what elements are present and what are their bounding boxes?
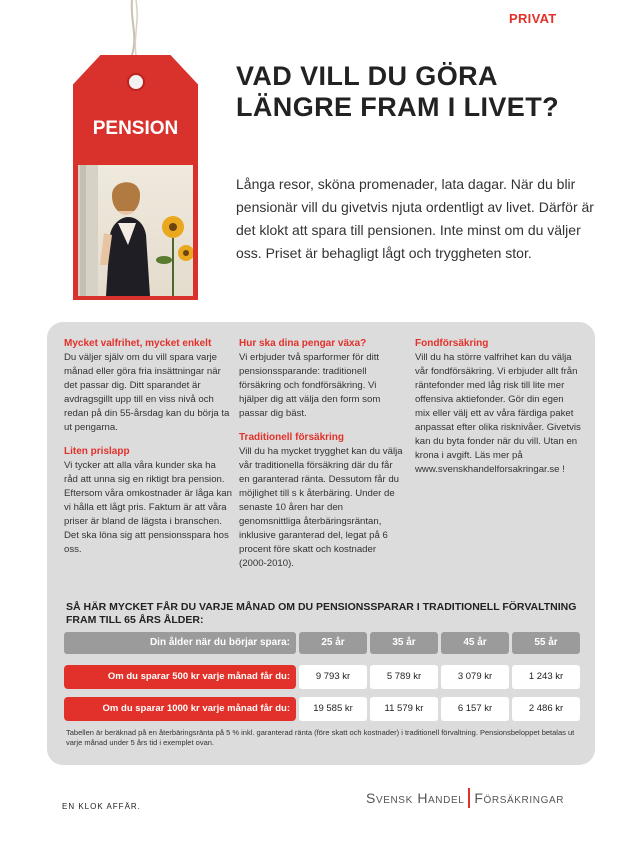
category-label: PRIVAT — [509, 11, 557, 26]
tag-hole — [127, 73, 145, 91]
section-heading: Fondförsäkring — [415, 338, 489, 349]
table-cell: 1 243 kr — [512, 665, 580, 689]
section-body: Vill du ha större valfrihet kan du välja vår fondförsäkring. Vi erbjuder allt från räntefonder med låg risk till lite mer offensiva aktiefonder. Gör din egen mix eller välj ett av våra färdiga paket anpassat efter olika risknivåer. Givetvis kan du byta fonder när du vill. Utan en krona i avgift. Läs mer på www.svenskhandelforsakringar.se ! — [415, 352, 581, 475]
tag-label: PENSION — [92, 118, 179, 139]
section-body: Vi tycker att alla våra kunder ska ha råd att unna sig en riktigt bra pension. Eftersom våra omkostnader är låga kan vi hålla ett lågt pris. Faktum är att våra priser är bland de lägsta i branschen. Det ska löna sig att pensionsspara hos oss. — [64, 460, 232, 555]
column-2 — [239, 337, 404, 581]
table-cell: 2 486 kr — [512, 697, 580, 721]
row-label-1000: Om du sparar 1000 kr varje månad får du: — [64, 697, 296, 721]
table-cell: 3 079 kr — [441, 665, 509, 689]
brand-name-right: Försäkringar — [474, 790, 565, 806]
section-heading: Liten prislapp — [64, 446, 130, 457]
age-header: 35 år — [370, 632, 438, 654]
brand-logo — [366, 788, 564, 808]
section-heading: Hur ska dina pengar växa? — [239, 338, 367, 349]
section-heading: Traditionell försäkring — [239, 432, 345, 443]
table-cell: 9 793 kr — [299, 665, 367, 689]
age-header: 25 år — [299, 632, 367, 654]
row-label-500: Om du sparar 500 kr varje månad får du: — [64, 665, 296, 689]
section-body: Vi erbjuder två sparformer för ditt pensionssparande: traditionell försäkring och fondförsäkring. Vi hjälper dig att välja den form som passar dig bäst. — [239, 352, 381, 419]
table-footnote: Tabellen är beräknad på en återbäringsränta på 5 % inkl. garanterad ränta (före skatt och kostnader) i traditionell förvaltning. Pensionsbeloppet betalas ut varje månad under 5 års tid i exemplet ovan. — [66, 728, 575, 747]
column-1 — [64, 337, 232, 567]
brand-name-left: Svensk Handel — [366, 790, 465, 806]
column-3 — [415, 337, 581, 487]
table-header-label: Din ålder när du börjar spara: — [64, 632, 296, 654]
age-header: 55 år — [512, 632, 580, 654]
headline: VAD VILL DU GÖRA LÄNGRE FRAM I LIVET? — [236, 61, 559, 122]
intro-paragraph: Långa resor, sköna promenader, lata dagar. När du blir pensionär vill du givetvis njuta ordentligt av livet. Därför är det klokt att spara till pensionen. Inte minst om du väljer oss. Priset är behagligt lågt och tryggheten stor. — [236, 176, 594, 261]
section-body: Vill du ha mycket trygghet kan du välja vår traditionella försäkring där du får en garanterad ränta. Dessutom får du möjlighet till s k återbäring. Under de senaste 10 åren har den genomsnittliga återbäringsräntan, inklusive garanterad del, legat på 6 procent före skatt och kostnader (2000-2010). — [239, 446, 403, 569]
section-heading: Mycket valfrihet, mycket enkelt — [64, 338, 212, 349]
slogan: EN KLOK AFFÄR. — [62, 802, 141, 811]
woman-photo — [78, 165, 193, 296]
table-cell: 19 585 kr — [299, 697, 367, 721]
table-title: SÅ HÄR MYCKET FÅR DU VARJE MÅNAD OM DU PENSIONSSPARAR I TRADITIONELL FÖRVALTNING FRAM TILL 65 ÅRS ÅLDER: — [66, 601, 577, 626]
section-body: Du väljer själv om du vill spara varje månad eller göra fria insättningar när det passar dig. Ditt sparandet är avdragsgillt upp till en viss nivå och redan på din 55-årsdag kan du börja ta ut pengarna. — [64, 352, 230, 433]
brand-separator — [468, 788, 470, 808]
table-cell: 11 579 kr — [370, 697, 438, 721]
table-cell: 6 157 kr — [441, 697, 509, 721]
age-header: 45 år — [441, 632, 509, 654]
table-cell: 5 789 kr — [370, 665, 438, 689]
